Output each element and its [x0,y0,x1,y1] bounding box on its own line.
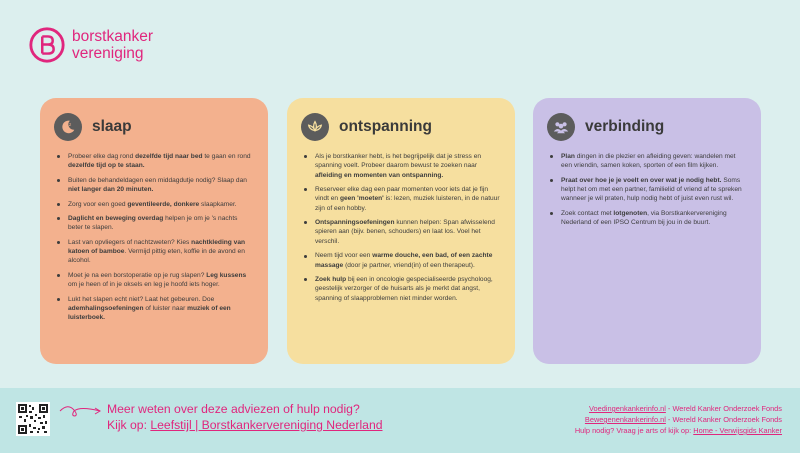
tip-item: Probeer elke dag rond dezelfde tijd naar bed te gaan en rond dezelfde tijd op te staan. [54,152,254,171]
logo [28,26,153,64]
verwijsgids-prefix: Hulp nodig? Vraag je arts of kijk op: [574,426,694,435]
tip-item: Reserveer elke dag een paar momenten voor iets dat je fijn vindt en geen 'moeten' is: lezen, muziek luisteren, in de natuur zijn of een hobby. [301,185,501,213]
tip-item: Als je borstkanker hebt, is het begrijpelijk dat je stress en spanning voelt. Probeer daarom bewust te zoeken naar afleiding en momenten van ontspanning. [301,152,501,180]
cta-prefix: Kijk op: [107,418,151,432]
tip-item: Praat over hoe je je voelt en over wat je nodig hebt. Soms helpt het om met een partner, familielid of vriend af te spreken wanneer je wil praten, hulp nodig hebt of juist even rust wil. [547,176,747,204]
arrow-icon [58,401,104,421]
tip-item: Daglicht en beweging overdag helpen je om je 's nachts beter te slapen. [54,214,254,233]
cta-line-1: Meer weten over deze adviezen of hulp nodig? [107,402,360,416]
tip-item: Plan dingen in die plezier en afleiding geven: wandelen met een vriendin, samen koken, sporten of een film kijken. [547,152,747,171]
voeding-link-suffix: - Wereld Kanker Onderzoek Fonds [665,404,782,413]
tip-item: Neem tijd voor een warme douche, een bad, of een zachte massage (door je partner, vriend(in) of een therapeut). [301,251,501,270]
voeding-link[interactable]: Voedingenkankerinfo.nl [589,404,666,413]
tip-item: Zorg voor een goed geventileerde, donkere slaapkamer. [54,200,254,209]
bewegen-link-suffix: - Wereld Kanker Onderzoek Fonds [665,415,782,424]
card-title-ontspanning: ontspanning [339,118,432,135]
card-slaap [40,98,268,364]
tips-list-ontspanning [301,152,501,303]
tip-item: Buiten de behandeldagen een middagdutje nodig? Slaap dan niet langer dan 20 minuten. [54,176,254,195]
tip-item: Zoek hulp bij een in oncologie gespecialiseerde psycholoog, geestelijk verzorger of de huisarts als je merkt dat angst, spanning of slaapproblemen niet minder worden. [301,275,501,303]
tips-list-verbinding [547,152,747,227]
footer-cta [107,401,383,433]
tip-item: Lukt het slapen echt niet? Laat het gebeuren. Doe ademhalingsoefeningen of luister naar muziek of een luisterboek. [54,295,254,323]
card-title-verbinding: verbinding [585,118,665,135]
svg-text:z: z [68,123,72,129]
tip-item: Moet je na een borstoperatie op je rug slapen? Leg kussens om je heen of in je oksels en leg je hoofd iets hoger. [54,271,254,290]
people-group-icon [547,113,575,141]
qr-code-icon[interactable] [16,402,50,436]
tips-list-slaap [54,152,254,323]
verwijsgids-link[interactable]: Home - Verwijsgids Kanker [693,426,782,435]
tip-item: Zoek contact met lotgenoten, via Borstkankervereniging Nederland of een IPSO Centrum bij jou in de buurt. [547,209,747,228]
sleep-moon-icon [54,113,82,141]
footer-links [575,403,782,436]
leefstijl-link[interactable]: Leefstijl | Borstkankervereniging Nederland [150,418,383,432]
bewegen-link[interactable]: Bewegenenkankerinfo.nl [584,415,666,424]
logo-line-1: borstkanker [72,28,153,45]
footer [0,388,800,453]
logo-b-icon [28,26,66,64]
card-verbinding [533,98,761,364]
lotus-icon [301,113,329,141]
card-title-slaap: slaap [92,118,132,135]
tip-item: Last van opvliegers of nachtzweten? Kies nachtkleding van katoen of bamboe. Vermijd pittig eten, koffie in de avond en alcohol. [54,238,254,266]
tip-item: Ontspanningsoefeningen kunnen helpen: Span afwisselend spieren aan (bijv. benen, schouders) en laat los. Voel het verschil. [301,218,501,246]
logo-line-2: vereniging [72,45,144,62]
card-ontspanning [287,98,515,364]
